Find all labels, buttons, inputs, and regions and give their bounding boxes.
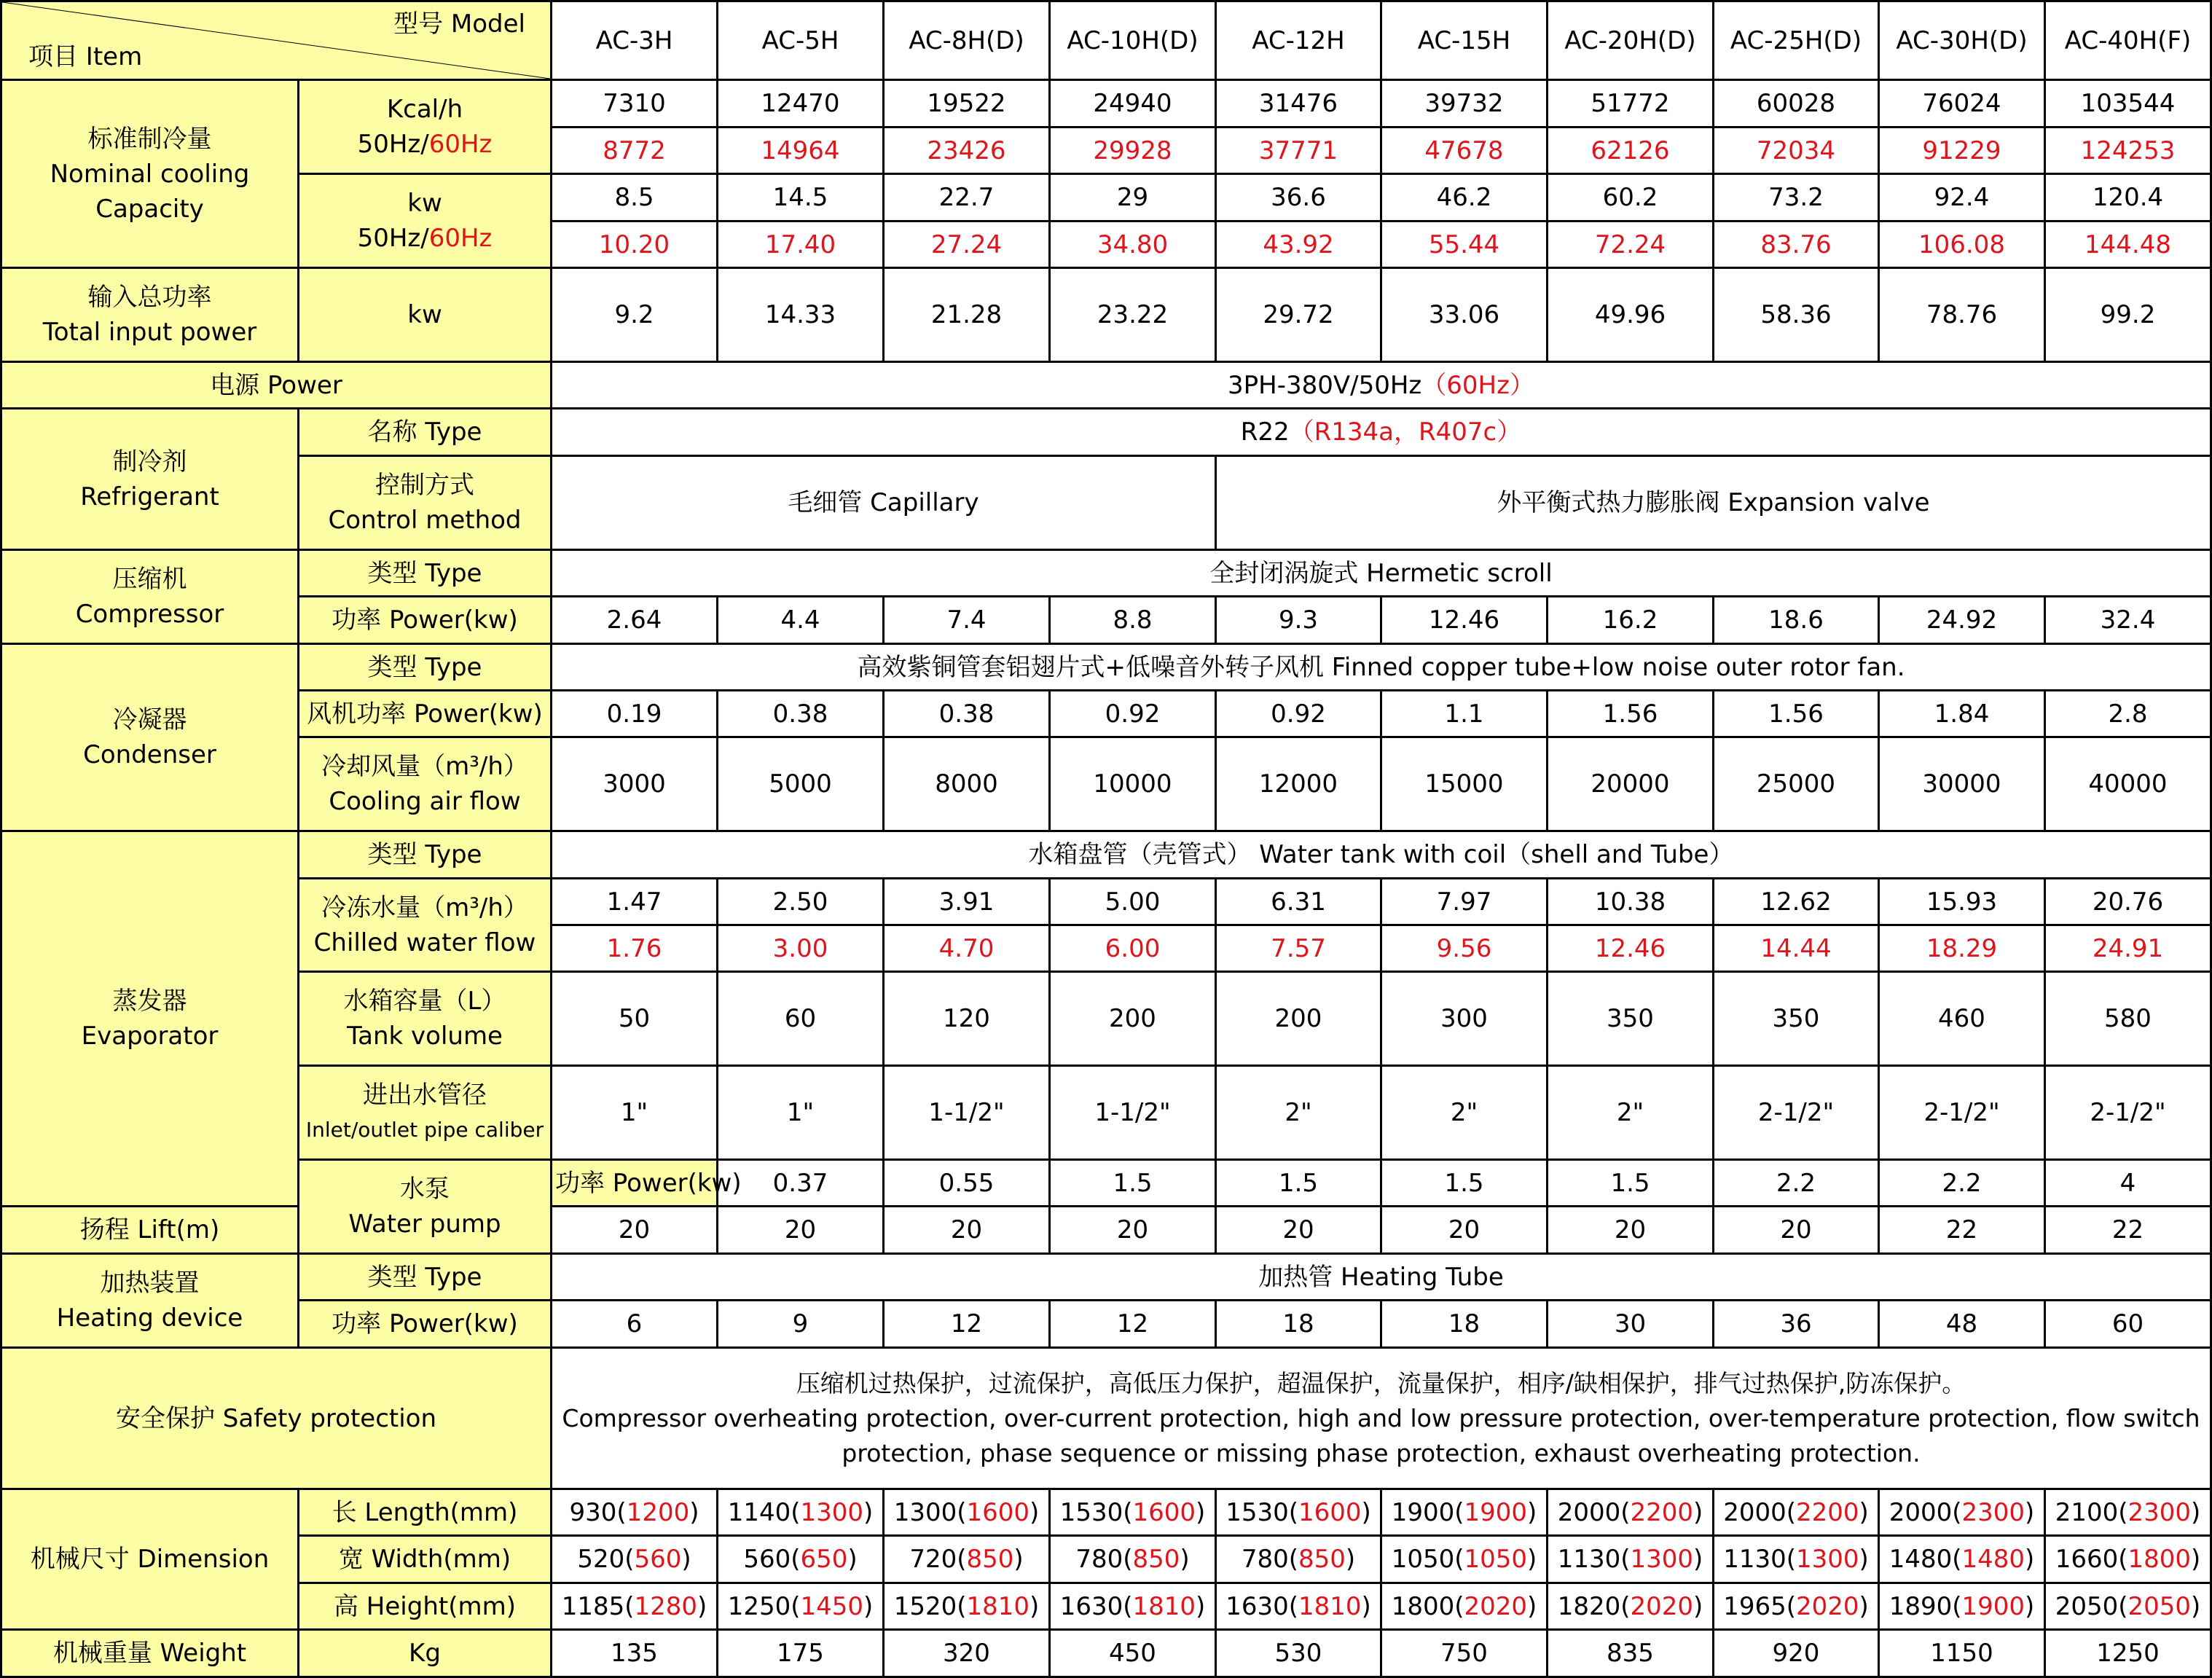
value-cell: 99.2 <box>2045 268 2211 362</box>
value-cell: 0.38 <box>718 691 884 737</box>
value-cell: 200 <box>1216 972 1381 1066</box>
value-cell: 29.72 <box>1216 268 1381 362</box>
value-cell: 7.4 <box>884 597 1050 644</box>
model-cell: AC-8H(D) <box>884 1 1050 80</box>
evaporator-type-value: 水箱盘管（壳管式） Water tank with coil（shell and Tube） <box>552 831 2211 879</box>
refrigerant-label: 制冷剂 Refrigerant <box>1 409 299 550</box>
value-cell: 350 <box>1714 972 1879 1066</box>
value-cell: 18.6 <box>1714 597 1879 644</box>
value-cell: 60028 <box>1714 80 1879 128</box>
value-cell: 450 <box>1050 1630 1216 1677</box>
weight-unit: Kg <box>299 1630 552 1677</box>
dimension-cell: 1800(2020) <box>1381 1583 1548 1630</box>
heating-label: 加热装置 Heating device <box>1 1254 299 1348</box>
refrigerant-control-label: 控制方式 Control method <box>299 456 552 550</box>
dimension-cell: 1530(1600) <box>1050 1489 1216 1536</box>
dimension-cell: 1140(1300) <box>718 1489 884 1536</box>
value-cell: 15.93 <box>1879 879 2045 925</box>
dimension-cell: 1900(1900) <box>1381 1489 1548 1536</box>
value-cell: 76024 <box>1879 80 2045 128</box>
refrigerant-type-value: R22（R134a，R407c） <box>552 409 2211 456</box>
cooling-kcal50-row <box>1 80 2211 128</box>
dimension-cell: 1480(1480) <box>1879 1536 2045 1583</box>
compressor-power-row <box>1 597 2211 644</box>
control-expansion-valve: 外平衡式热力膨胀阀 Expansion valve <box>1216 456 2211 550</box>
dimension-cell: 780(850) <box>1216 1536 1381 1583</box>
value-cell: 3.91 <box>884 879 1050 925</box>
dimension-cell: 780(850) <box>1050 1536 1216 1583</box>
header-corner <box>1 1 552 80</box>
condenser-fan-row <box>1 691 2211 737</box>
value-cell: 135 <box>552 1630 718 1677</box>
compressor-type-row <box>1 550 2211 597</box>
model-cell: AC-40H(F) <box>2045 1 2211 80</box>
value-cell-60hz: 83.76 <box>1714 221 1879 268</box>
dimension-cell: 1965(2020) <box>1714 1583 1879 1630</box>
evaporator-type-label: 类型 Type <box>299 831 552 879</box>
evaporator-flow-label: 冷冻水量（m³/h） Chilled water flow <box>299 879 552 972</box>
evaporator-pipe-row <box>1 1066 2211 1160</box>
dimension-label: 机械尺寸 Dimension <box>1 1489 299 1630</box>
weight-row <box>1 1630 2211 1677</box>
value-cell-60hz: 4.70 <box>884 925 1050 972</box>
value-cell: 9 <box>718 1301 884 1348</box>
value-cell: 12.46 <box>1381 597 1548 644</box>
value-cell: 30000 <box>1879 737 2045 831</box>
value-cell: 5000 <box>718 737 884 831</box>
value-cell: 2" <box>1548 1066 1714 1160</box>
value-cell: 73.2 <box>1714 174 1879 221</box>
value-cell: 58.36 <box>1714 268 1879 362</box>
value-cell: 120 <box>884 972 1050 1066</box>
value-cell: 20000 <box>1548 737 1714 831</box>
value-cell: 2" <box>1381 1066 1548 1160</box>
dimension-width-label: 宽 Width(mm) <box>299 1536 552 1583</box>
value-cell: 10000 <box>1050 737 1216 831</box>
value-cell: 20 <box>884 1207 1050 1254</box>
cooling-label: 标准制冷量 Nominal cooling Capacity <box>1 80 299 268</box>
value-cell: 1.5 <box>1216 1160 1381 1207</box>
dimension-cell: 1530(1600) <box>1216 1489 1381 1536</box>
value-cell: 15000 <box>1381 737 1548 831</box>
value-cell: 9.3 <box>1216 597 1381 644</box>
value-cell: 40000 <box>2045 737 2211 831</box>
value-cell: 175 <box>718 1630 884 1677</box>
value-cell: 1" <box>718 1066 884 1160</box>
condenser-label: 冷凝器 Condenser <box>1 644 299 831</box>
value-cell: 31476 <box>1216 80 1381 128</box>
value-cell: 20 <box>1714 1207 1879 1254</box>
value-cell: 92.4 <box>1879 174 2045 221</box>
value-cell: 22 <box>2045 1207 2211 1254</box>
model-label: 型号 Model <box>393 9 525 39</box>
cooling-kw50-row <box>1 174 2211 221</box>
value-cell-60hz: 27.24 <box>884 221 1050 268</box>
value-cell: 0.92 <box>1216 691 1381 737</box>
heating-type-row <box>1 1254 2211 1301</box>
value-cell: 12470 <box>718 80 884 128</box>
value-cell: 9.2 <box>552 268 718 362</box>
value-cell: 6 <box>552 1301 718 1348</box>
value-cell: 1.56 <box>1714 691 1879 737</box>
value-cell: 2-1/2" <box>1714 1066 1879 1160</box>
value-cell: 18 <box>1216 1301 1381 1348</box>
value-cell: 51772 <box>1548 80 1714 128</box>
value-cell: 10.38 <box>1548 879 1714 925</box>
value-cell-60hz: 47678 <box>1381 128 1548 174</box>
value-cell-60hz: 124253 <box>2045 128 2211 174</box>
value-cell: 2.2 <box>1714 1160 1879 1207</box>
value-cell-60hz: 72034 <box>1714 128 1879 174</box>
value-cell: 78.76 <box>1879 268 2045 362</box>
model-cell: AC-30H(D) <box>1879 1 2045 80</box>
dimension-length-row <box>1 1489 2211 1536</box>
value-cell: 49.96 <box>1548 268 1714 362</box>
header-row <box>1 1 2211 80</box>
value-cell: 2.64 <box>552 597 718 644</box>
value-cell: 460 <box>1879 972 2045 1066</box>
safety-row <box>1 1348 2211 1489</box>
value-cell: 0.19 <box>552 691 718 737</box>
value-cell: 1-1/2" <box>1050 1066 1216 1160</box>
value-cell: 14.5 <box>718 174 884 221</box>
value-cell: 1.1 <box>1381 691 1548 737</box>
refrigerant-type-label: 名称 Type <box>299 409 552 456</box>
value-cell: 12000 <box>1216 737 1381 831</box>
value-cell: 39732 <box>1381 80 1548 128</box>
value-cell: 0.55 <box>884 1160 1050 1207</box>
value-cell: 4 <box>2045 1160 2211 1207</box>
value-cell: 200 <box>1050 972 1216 1066</box>
value-cell: 835 <box>1548 1630 1714 1677</box>
evaporator-tank-label: 水箱容量（L） Tank volume <box>299 972 552 1066</box>
condenser-type-label: 类型 Type <box>299 644 552 691</box>
model-cell: AC-12H <box>1216 1 1381 80</box>
value-cell: 530 <box>1216 1630 1381 1677</box>
value-cell-60hz: 34.80 <box>1050 221 1216 268</box>
value-cell-60hz: 23426 <box>884 128 1050 174</box>
evaporator-tank-row <box>1 972 2211 1066</box>
value-cell: 920 <box>1714 1630 1879 1677</box>
model-cell: AC-20H(D) <box>1548 1 1714 80</box>
dimension-cell: 2000(2200) <box>1714 1489 1879 1536</box>
weight-label: 机械重量 Weight <box>1 1630 299 1677</box>
model-cell: AC-5H <box>718 1 884 80</box>
value-cell-60hz: 9.56 <box>1381 925 1548 972</box>
value-cell: 2-1/2" <box>2045 1066 2211 1160</box>
dimension-cell: 1300(1600) <box>884 1489 1050 1536</box>
value-cell-60hz: 8772 <box>552 128 718 174</box>
dimension-cell: 1890(1900) <box>1879 1583 2045 1630</box>
value-cell: 60.2 <box>1548 174 1714 221</box>
dimension-cell: 1050(1050) <box>1381 1536 1548 1583</box>
value-cell-60hz: 18.29 <box>1879 925 2045 972</box>
power-supply-row <box>1 362 2211 409</box>
value-cell: 2-1/2" <box>1879 1066 2045 1160</box>
value-cell: 0.92 <box>1050 691 1216 737</box>
condenser-fan-label: 风机功率 Power(kw) <box>299 691 552 737</box>
item-label: 项目 Item <box>28 42 143 71</box>
value-cell: 12.62 <box>1714 879 1879 925</box>
compressor-label: 压缩机 Compressor <box>1 550 299 644</box>
value-cell: 750 <box>1381 1630 1548 1677</box>
value-cell: 23.22 <box>1050 268 1216 362</box>
value-cell: 48 <box>1879 1301 2045 1348</box>
evaporator-type-row <box>1 831 2211 879</box>
value-cell: 30 <box>1548 1301 1714 1348</box>
dimension-cell: 2050(2050) <box>2045 1583 2211 1630</box>
value-cell-60hz: 43.92 <box>1216 221 1381 268</box>
value-cell-60hz: 55.44 <box>1381 221 1548 268</box>
value-cell: 8000 <box>884 737 1050 831</box>
value-cell: 60 <box>2045 1301 2211 1348</box>
value-cell: 1250 <box>2045 1630 2211 1677</box>
dimension-cell: 1820(2020) <box>1548 1583 1714 1630</box>
heating-type-value: 加热管 Heating Tube <box>552 1254 2211 1301</box>
value-cell: 22 <box>1879 1207 2045 1254</box>
value-cell: 350 <box>1548 972 1714 1066</box>
value-cell: 1.47 <box>552 879 718 925</box>
value-cell: 120.4 <box>2045 174 2211 221</box>
refrigerant-type-row <box>1 409 2211 456</box>
condenser-type-row <box>1 644 2211 691</box>
model-cell: AC-10H(D) <box>1050 1 1216 80</box>
compressor-type-label: 类型 Type <box>299 550 552 597</box>
model-cell: AC-3H <box>552 1 718 80</box>
condenser-type-value: 高效紫铜管套铝翅片式+低噪音外转子风机 Finned copper tube+low noise outer rotor fan. <box>552 644 2211 691</box>
evaporator-flow50-row <box>1 879 2211 925</box>
value-cell: 2.50 <box>718 879 884 925</box>
value-cell: 20.76 <box>2045 879 2211 925</box>
dimension-cell: 2000(2300) <box>1879 1489 2045 1536</box>
value-cell: 0.37 <box>718 1160 884 1207</box>
value-cell: 32.4 <box>2045 597 2211 644</box>
value-cell: 2.8 <box>2045 691 2211 737</box>
value-cell: 18 <box>1381 1301 1548 1348</box>
value-cell: 14.33 <box>718 268 884 362</box>
value-cell: 24.92 <box>1879 597 2045 644</box>
dimension-cell: 1660(1800) <box>2045 1536 2211 1583</box>
value-cell: 20 <box>552 1207 718 1254</box>
dimension-cell: 520(560) <box>552 1536 718 1583</box>
value-cell-60hz: 29928 <box>1050 128 1216 174</box>
condenser-air-label: 冷却风量（m³/h） Cooling air flow <box>299 737 552 831</box>
dimension-cell: 2000(2200) <box>1548 1489 1714 1536</box>
value-cell: 12 <box>884 1301 1050 1348</box>
dimension-height-label: 高 Height(mm) <box>299 1583 552 1630</box>
input-power-label: 输入总功率 Total input power <box>1 268 299 362</box>
value-cell: 36.6 <box>1216 174 1381 221</box>
value-cell: 7310 <box>552 80 718 128</box>
model-cell: AC-25H(D) <box>1714 1 1879 80</box>
condenser-air-row <box>1 737 2211 831</box>
value-cell-60hz: 1.76 <box>552 925 718 972</box>
dimension-cell: 1250(1450) <box>718 1583 884 1630</box>
dimension-cell: 930(1200) <box>552 1489 718 1536</box>
value-cell-60hz: 6.00 <box>1050 925 1216 972</box>
pump-label: 水泵 Water pump <box>299 1160 552 1254</box>
value-cell: 29 <box>1050 174 1216 221</box>
dimension-cell: 1630(1810) <box>1050 1583 1216 1630</box>
value-cell: 25000 <box>1714 737 1879 831</box>
value-cell: 1.5 <box>1050 1160 1216 1207</box>
pump-power-row <box>1 1160 2211 1207</box>
value-cell: 1150 <box>1879 1630 2045 1677</box>
value-cell-60hz: 24.91 <box>2045 925 2211 972</box>
pump-power-label: 功率 Power(kw) <box>552 1160 718 1207</box>
value-cell: 21.28 <box>884 268 1050 362</box>
cooling-kw-unit: kw 50Hz/60Hz <box>299 174 552 268</box>
dimension-cell: 1130(1300) <box>1714 1536 1879 1583</box>
value-cell-60hz: 12.46 <box>1548 925 1714 972</box>
value-cell-60hz: 144.48 <box>2045 221 2211 268</box>
value-cell: 8.5 <box>552 174 718 221</box>
value-cell-60hz: 72.24 <box>1548 221 1714 268</box>
value-cell: 1" <box>552 1066 718 1160</box>
value-cell: 20 <box>1381 1207 1548 1254</box>
value-cell: 20 <box>1216 1207 1381 1254</box>
value-cell: 8.8 <box>1050 597 1216 644</box>
value-cell-60hz: 10.20 <box>552 221 718 268</box>
value-cell: 2" <box>1216 1066 1381 1160</box>
evaporator-label: 蒸发器 Evaporator <box>1 831 299 1207</box>
dimension-cell: 720(850) <box>884 1536 1050 1583</box>
value-cell: 6.31 <box>1216 879 1381 925</box>
dimension-cell: 1520(1810) <box>884 1583 1050 1630</box>
value-cell-60hz: 91229 <box>1879 128 2045 174</box>
value-cell: 20 <box>1548 1207 1714 1254</box>
value-cell: 60 <box>718 972 884 1066</box>
value-cell: 1.5 <box>1548 1160 1714 1207</box>
evaporator-pipe-label: 进出水管径 Inlet/outlet pipe caliber <box>299 1066 552 1160</box>
value-cell-60hz: 7.57 <box>1216 925 1381 972</box>
value-cell: 1-1/2" <box>884 1066 1050 1160</box>
value-cell: 22.7 <box>884 174 1050 221</box>
value-cell: 24940 <box>1050 80 1216 128</box>
safety-value: 压缩机过热保护，过流保护，高低压力保护，超温保护，流量保护，相序/缺相保护，排气过热保护,防冻保护。 Compressor overheating protection, over-current protection, high and low pressure protection, over-temperature protection, flow switch protection, phase sequence or missing phase protection, exhaust overheating protection. <box>552 1348 2211 1489</box>
value-cell-60hz: 17.40 <box>718 221 884 268</box>
power-supply-label: 电源 Power <box>1 362 552 409</box>
value-cell: 320 <box>884 1630 1050 1677</box>
value-cell: 4.4 <box>718 597 884 644</box>
value-cell-60hz: 37771 <box>1216 128 1381 174</box>
dimension-width-row <box>1 1536 2211 1583</box>
control-capillary: 毛细管 Capillary <box>552 456 1216 550</box>
dimension-cell: 560(650) <box>718 1536 884 1583</box>
value-cell-60hz: 14.44 <box>1714 925 1879 972</box>
value-cell: 12 <box>1050 1301 1216 1348</box>
heating-power-label: 功率 Power(kw) <box>299 1301 552 1348</box>
value-cell-60hz: 3.00 <box>718 925 884 972</box>
input-power-unit: kw <box>299 268 552 362</box>
value-cell: 3000 <box>552 737 718 831</box>
value-cell: 1.5 <box>1381 1160 1548 1207</box>
dimension-cell: 2100(2300) <box>2045 1489 2211 1536</box>
compressor-type-value: 全封闭涡旋式 Hermetic scroll <box>552 550 2211 597</box>
value-cell-60hz: 14964 <box>718 128 884 174</box>
value-cell: 2.2 <box>1879 1160 2045 1207</box>
value-cell-60hz: 106.08 <box>1879 221 2045 268</box>
dimension-cell: 1185(1280) <box>552 1583 718 1630</box>
pump-lift-label: 扬程 Lift(m) <box>1 1207 299 1254</box>
value-cell: 46.2 <box>1381 174 1548 221</box>
value-cell: 0.38 <box>884 691 1050 737</box>
value-cell: 33.06 <box>1381 268 1548 362</box>
value-cell: 16.2 <box>1548 597 1714 644</box>
value-cell: 5.00 <box>1050 879 1216 925</box>
value-cell: 19522 <box>884 80 1050 128</box>
cooling-kcal-unit: Kcal/h 50Hz/60Hz <box>299 80 552 174</box>
value-cell: 20 <box>718 1207 884 1254</box>
dimension-length-label: 长 Length(mm) <box>299 1489 552 1536</box>
value-cell: 580 <box>2045 972 2211 1066</box>
power-supply-value: 3PH-380V/50Hz（60Hz） <box>552 362 2211 409</box>
value-cell: 103544 <box>2045 80 2211 128</box>
value-cell: 1.56 <box>1548 691 1714 737</box>
value-cell: 36 <box>1714 1301 1879 1348</box>
value-cell: 7.97 <box>1381 879 1548 925</box>
input-power-row <box>1 268 2211 362</box>
compressor-power-label: 功率 Power(kw) <box>299 597 552 644</box>
dimension-height-row <box>1 1583 2211 1630</box>
value-cell-60hz: 62126 <box>1548 128 1714 174</box>
value-cell: 20 <box>1050 1207 1216 1254</box>
model-cell: AC-15H <box>1381 1 1548 80</box>
value-cell: 300 <box>1381 972 1548 1066</box>
value-cell: 50 <box>552 972 718 1066</box>
refrigerant-control-row <box>1 456 2211 550</box>
heating-power-row <box>1 1301 2211 1348</box>
dimension-cell: 1130(1300) <box>1548 1536 1714 1583</box>
value-cell: 1.84 <box>1879 691 2045 737</box>
dimension-cell: 1630(1810) <box>1216 1583 1381 1630</box>
heating-type-label: 类型 Type <box>299 1254 552 1301</box>
safety-label: 安全保护 Safety protection <box>1 1348 552 1489</box>
